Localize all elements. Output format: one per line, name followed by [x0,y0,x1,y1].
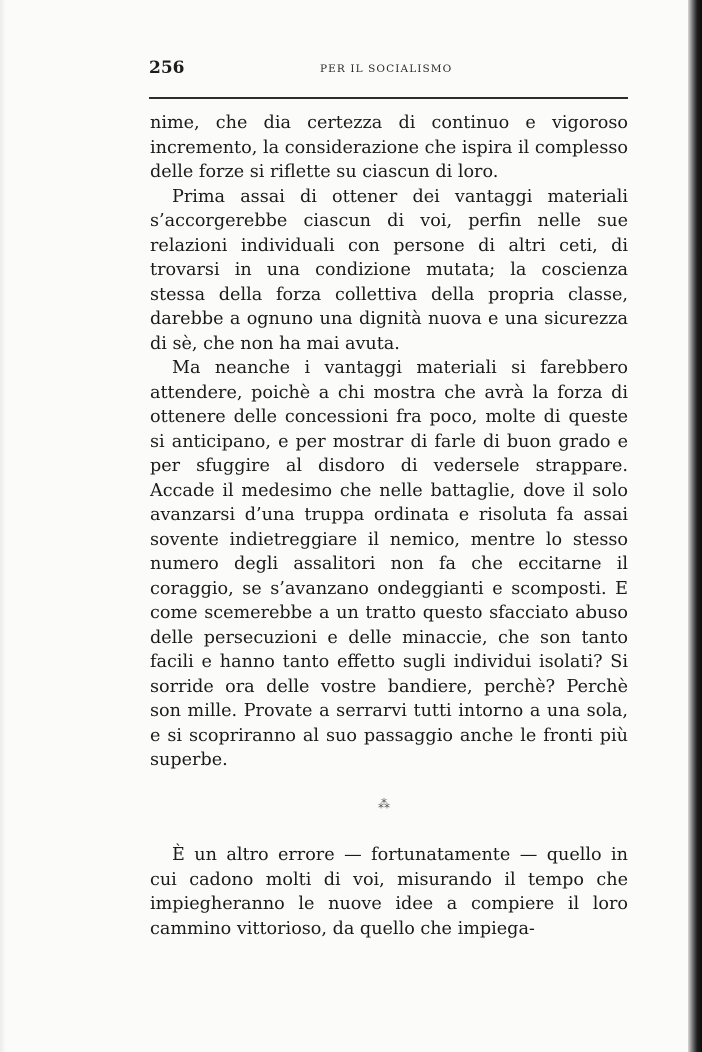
header-rule [149,97,628,99]
paragraph: Ma neanche i vantaggi materiali si farebbero attendere, poichè a chi mostra che avrà la forza di ottenere delle concessioni fra poco, molte di queste si anticipano, e per mostrar di farle di buon grado e per sfuggire al disdoro di vedersele strappare. Accade il medesimo che nelle battaglie, dove il solo avanzarsi d’una truppa ordinata e risoluta fa assai sovente indietreggiare il nemico, mentre lo stesso numero degli assalitori non fa che eccitarne il coraggio, se s’avanzano ondeggianti e scomposti. E come scemerebbe a un tratto questo sfacciato abuso delle persecuzioni e delle minaccie, che son tanto facili e hanno tanto effetto sugli individui isolati? Si sorride ora delle vostre bandiere, perchè? Perchè son mille. Provate a serrarvi tutti intorno a una sola, e si scopriranno al suo passaggio anche le fronti più superbe. [150,358,628,770]
body-text-continued [150,843,628,941]
page-number: 256 [149,58,185,78]
body-text [150,111,628,773]
page-header [149,58,628,88]
running-title: PER IL SOCIALISMO [320,63,453,75]
paragraph: Prima assai di ottener dei vantaggi materiali s’accorgerebbe ciascun di voi, perfin nelle sue relazioni individuali con persone di altri ceti, di trovarsi in una condizione mutata; la coscienza stessa della forza collettiva della propria classe, darebbe a ognuno una dignità nuova e una sicurezza di sè, che non ha mai avuta. [150,186,628,354]
page-edge-shadow [688,0,702,1052]
page-gutter-shadow [0,0,6,1052]
section-separator: ⁂ [378,797,390,811]
paragraph-continuation: nime, che dia certezza di continuo e vigoroso incremento, la considerazione che ispira il complesso delle forze si riflette su ciascun di loro. [150,113,628,182]
paragraph: È un altro errore — fortunatamente — quello in cui cadono molti di voi, misurando il tempo che impiegheranno le nuove idee a compiere il loro cammino vittorioso, da quello che impiega- [150,845,628,939]
